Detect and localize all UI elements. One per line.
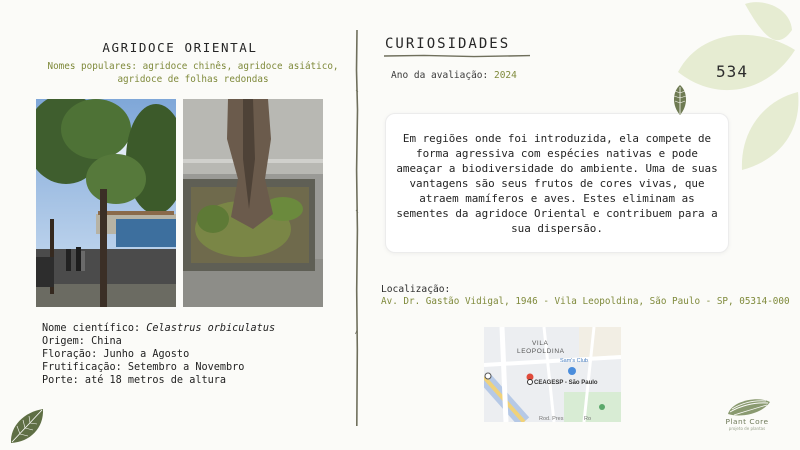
- map-road-label: Rod. Pres: [539, 416, 564, 422]
- year-value: 2024: [493, 70, 517, 81]
- scientific-name-row: [42, 322, 275, 335]
- leaf-small-icon: [670, 84, 690, 116]
- tree-photo: [36, 99, 176, 307]
- map-pin-label: CEAGESP - São Paulo: [534, 380, 598, 386]
- brand-name: Plant Core: [725, 417, 769, 426]
- location-label: Localização:: [381, 284, 451, 295]
- plant-name: AGRIDOCE ORIENTAL: [102, 40, 258, 55]
- flowering-row: Floração: Junho a Agosto: [42, 349, 190, 360]
- evaluation-year: [391, 70, 517, 81]
- leaf-corner-icon: [8, 406, 46, 446]
- popular-names: Nomes populares: agridoce chinês, agridoce asiático, agridoce de folhas redondas: [47, 61, 339, 85]
- map-district-line1: VILA: [532, 340, 549, 347]
- location-map[interactable]: [484, 327, 621, 422]
- curiosity-text: Em regiões onde foi introduzida, ela compete de forma agressiva com espécies nativas e pode ameaçar a biodiversidade do ambiente. Uma de suas vantagens são seus frutos de cores vivas, que atraem mamíferos e aves. Estes eliminam as sementes da agridoce Oriental e contribuem para a sua dispersão.: [396, 131, 718, 235]
- fruiting-row: Frutificação: Setembro a Novembro: [42, 362, 245, 373]
- map-road-label-2: Ro: [584, 416, 592, 422]
- scientific-value: Celastrus orbiculatus: [146, 323, 276, 334]
- plant-facts: [42, 322, 275, 387]
- card-number: 534: [716, 62, 748, 81]
- year-label: Ano da avaliação:: [391, 70, 489, 81]
- location-address: Av. Dr. Gastão Vidigal, 1946 - Vila Leopoldina, São Paulo - SP, 05314-000: [381, 296, 790, 307]
- trunk-photo: [183, 99, 323, 307]
- title-underline: [384, 52, 530, 60]
- map-poi-label: Sam's Club: [560, 358, 588, 364]
- column-divider: [352, 30, 362, 426]
- curiosities-title: CURIOSIDADES: [385, 36, 511, 52]
- origin-row: Origem: China: [42, 336, 122, 347]
- map-district-line2: LEOPOLDINA: [517, 348, 565, 355]
- size-row: Porte: até 18 metros de altura: [42, 375, 227, 386]
- scientific-label: Nome científico:: [42, 323, 141, 334]
- brand-tagline: projeto de plantas: [728, 426, 766, 431]
